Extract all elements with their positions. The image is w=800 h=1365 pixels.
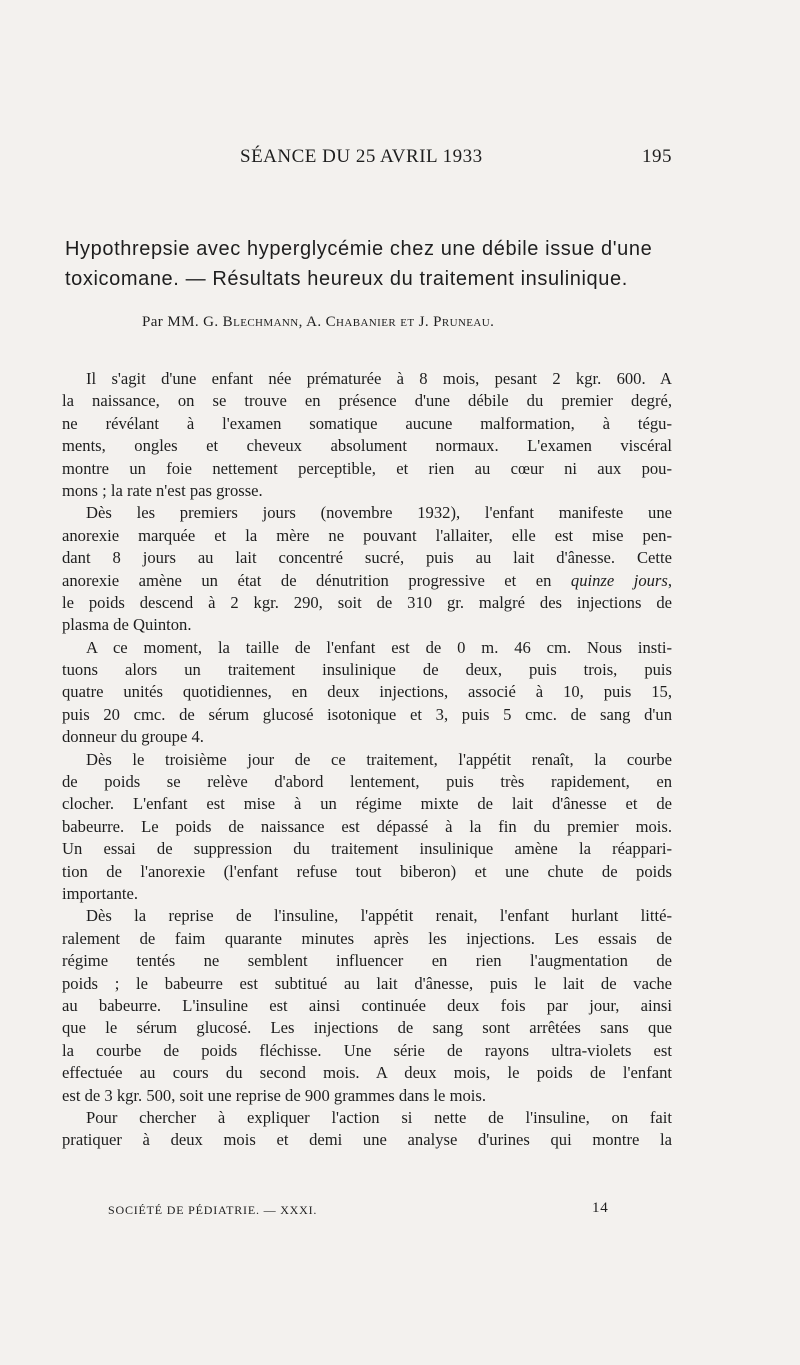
body-line: effectuée au cours du second mois. A deux mois, le poids de l'enfant: [62, 1063, 672, 1083]
body-line: régime tentés ne semblent influencer en rien l'augmentation de: [62, 951, 672, 971]
session-title: SÉANCE DU 25 AVRIL 1933: [240, 146, 483, 167]
body-line: le poids descend à 2 kgr. 290, soit de 310 gr. malgré des injections de: [62, 592, 672, 612]
body-line: quatre unités quotidiennes, en deux injections, associé à 10, puis 15,: [62, 682, 672, 702]
body-line: anorexie marquée et la mère ne pouvant l'allaiter, elle est mise pen-: [62, 525, 672, 545]
body-line: montre un foie nettement perceptible, et rien au cœur ni aux pou-: [62, 458, 672, 478]
body-line: Dès le troisième jour de ce traitement, l'appétit renaît, la courbe: [86, 749, 672, 769]
body-line: dant 8 jours au lait concentré sucré, puis au lait d'ânesse. Cette: [62, 548, 672, 568]
body-line: ments, ongles et cheveux absolument normaux. L'examen viscéral: [62, 436, 672, 456]
authors-names: G. Blechmann, A. Chabanier et J. Pruneau.: [203, 314, 495, 330]
body-line: tuons alors un traitement insulinique de deux, puis trois, puis: [62, 660, 672, 680]
title-line: Hypothrepsie avec hyperglycémie chez une débile issue d'une: [65, 238, 653, 260]
body-line: est de 3 kgr. 500, soit une reprise de 900 grammes dans le mois.: [62, 1085, 486, 1105]
running-head: [240, 146, 672, 168]
body-line: puis 20 cmc. de sérum glucosé isotonique et 3, puis 5 cmc. de sang d'un: [62, 704, 672, 724]
authors-line: [142, 314, 662, 331]
journal-footer: SOCIÉTÉ DE PÉDIATRIE. — XXXI.: [108, 1203, 318, 1217]
body-line: ralement de faim quarante minutes après les injections. Les essais de: [62, 928, 672, 948]
body-line: la courbe de poids fléchisse. Une série de rayons ultra-violets est: [62, 1040, 672, 1060]
body-line: anorexie amène un état de dénutrition progressive et en quinze jours,: [62, 570, 673, 590]
body-line: mons ; la rate n'est pas grosse.: [62, 480, 263, 500]
body-line: tion de l'anorexie (l'enfant refuse tout biberon) et une chute de poids: [62, 861, 672, 881]
body-line: poids ; le babeurre est subtitué au lait d'ânesse, puis le lait de vache: [62, 973, 672, 993]
body-line: Pour chercher à expliquer l'action si nette de l'insuline, on fait: [86, 1107, 672, 1127]
body-line: A ce moment, la taille de l'enfant est de 0 m. 46 cm. Nous insti-: [86, 637, 672, 657]
body-line: plasma de Quinton.: [62, 615, 192, 635]
body-line: donneur du groupe 4.: [62, 727, 204, 747]
body-line: Un essai de suppression du traitement insulinique amène la réappari-: [62, 839, 672, 859]
body-line: Dès la reprise de l'insuline, l'appétit renait, l'enfant hurlant litté-: [86, 906, 672, 926]
authors-prefix: Par MM.: [142, 314, 199, 330]
body-line: au babeurre. L'insuline est ainsi continuée deux fois par jour, ainsi: [62, 995, 672, 1015]
body-line: pratiquer à deux mois et demi une analyse d'urines qui montre la: [62, 1130, 672, 1150]
body-line: babeurre. Le poids de naissance est dépassé à la fin du premier mois.: [62, 816, 672, 836]
signature-mark: 14: [592, 1200, 609, 1216]
page-number: 195: [642, 146, 672, 167]
page-footer: [108, 1200, 609, 1218]
body-line: de poids se relève d'abord lentement, puis très rapidement, en: [62, 772, 672, 792]
title-line: toxicomane. — Résultats heureux du traitement insulinique.: [65, 268, 628, 290]
body-line: ne révélant à l'examen somatique aucune malformation, à tégu-: [62, 413, 672, 433]
body-line: clocher. L'enfant est mise à un régime mixte de lait d'ânesse et de: [62, 794, 672, 814]
body-line: Il s'agit d'une enfant née prématurée à 8 mois, pesant 2 kgr. 600. A: [86, 369, 672, 388]
body-line: la naissance, on se trouve en présence d'une débile du premier degré,: [62, 391, 672, 411]
article-title: [65, 234, 685, 294]
body-line: importante.: [62, 883, 139, 903]
body-line: Dès les premiers jours (novembre 1932), l'enfant manifeste une: [86, 503, 672, 523]
body-line: que le sérum glucosé. Les injections de sang sont arrêtées sans que: [62, 1018, 672, 1038]
article-body: [62, 368, 672, 1152]
